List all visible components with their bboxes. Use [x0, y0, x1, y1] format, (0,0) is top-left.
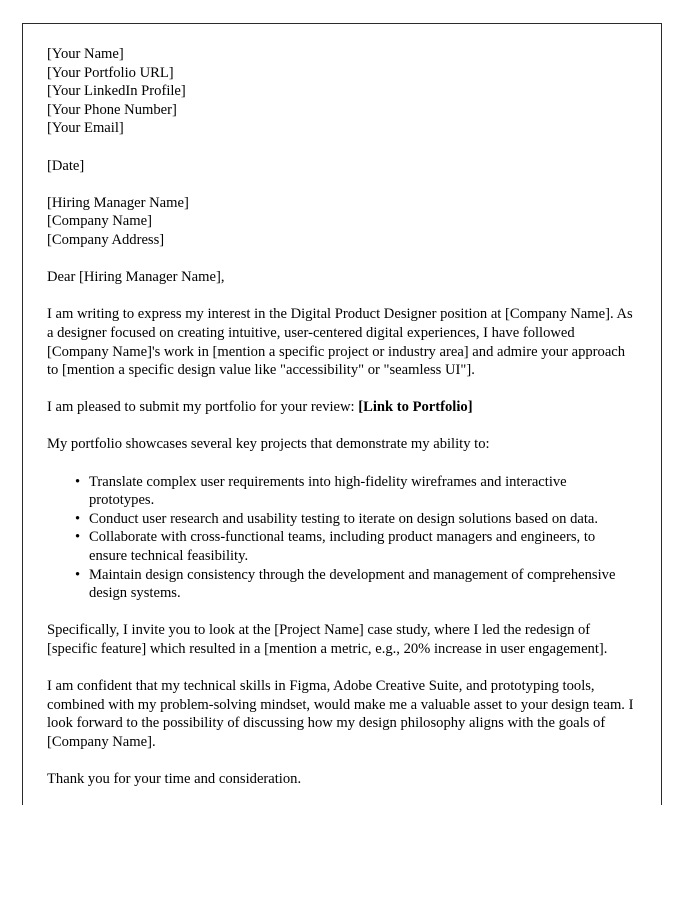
- recipient-company-address: [Company Address]: [47, 231, 165, 248]
- spacer: [47, 417, 635, 436]
- spacer: [47, 175, 635, 194]
- portfolio-lead-text: I am pleased to submit my portfolio for your review:: [47, 399, 359, 416]
- spacer: [47, 752, 635, 771]
- spacer: [47, 138, 635, 157]
- portfolio-link-label[interactable]: [Link to Portfolio]: [358, 399, 473, 416]
- list-item: • Conduct user research and usability testing to iterate on design solutions based on data.: [47, 510, 635, 529]
- case-study-paragraph: Specifically, I invite you to look at the [Project Name] case study, where I led the redesign of [specific feature] which resulted in a [mention a metric, e.g., 20% increase in user engagement].: [47, 622, 608, 657]
- closing-paragraph: I am confident that my technical skills in Figma, Adobe Creative Suite, and prototyping tools, combined with my problem-solving mindset, would make me a valuable asset to your design team. I look forward to the possibility of discussing how my design philosophy aligns with the goals of [Company Name].: [47, 678, 634, 750]
- sender-email: [Your Email]: [47, 120, 124, 137]
- portfolio-paragraph: [47, 398, 635, 417]
- spacer: [47, 250, 635, 269]
- spacer: [47, 380, 635, 399]
- recipient-manager-name: [Hiring Manager Name]: [47, 194, 189, 211]
- list-intro-paragraph: My portfolio showcases several key projects that demonstrate my ability to:: [47, 436, 490, 453]
- document-page: [22, 23, 662, 805]
- date-block: [47, 157, 635, 176]
- intro-paragraph: I am writing to express my interest in the Digital Product Designer position at [Company Name]. As a designer focused on creating intuitive, user-centered digital experiences, I have followed [Company Name]'s work in [mention a specific project or industry area] and admire your approach to [mention a specific design value like "accessibility" or "seamless UI"].: [47, 306, 633, 379]
- sender-name: [Your Name]: [47, 46, 124, 62]
- recipient-company-name: [Company Name]: [47, 213, 152, 230]
- salutation: Dear [Hiring Manager Name],: [47, 269, 225, 286]
- sender-portfolio-url: [Your Portfolio URL]: [47, 64, 174, 81]
- letter-date: [Date]: [47, 157, 85, 174]
- spacer: [47, 659, 635, 678]
- spacer: [47, 454, 635, 473]
- spacer: [47, 603, 635, 622]
- thank-you-line: Thank you for your time and consideration.: [47, 771, 302, 788]
- recipient-address-block: [47, 194, 635, 250]
- list-item: • Collaborate with cross-functional teams, including product managers and engineers, to ensure technical feasibility.: [47, 528, 635, 565]
- letter-body: [47, 45, 635, 789]
- sender-phone: [Your Phone Number]: [47, 101, 177, 118]
- sender-address-block: [47, 45, 635, 138]
- capability-list: [47, 473, 635, 603]
- sender-linkedin: [Your LinkedIn Profile]: [47, 83, 186, 100]
- list-item: • Translate complex user requirements into high-fidelity wireframes and interactive prototypes.: [47, 473, 635, 510]
- list-item: • Maintain design consistency through the development and management of comprehensive design systems.: [47, 566, 635, 603]
- spacer: [47, 287, 635, 306]
